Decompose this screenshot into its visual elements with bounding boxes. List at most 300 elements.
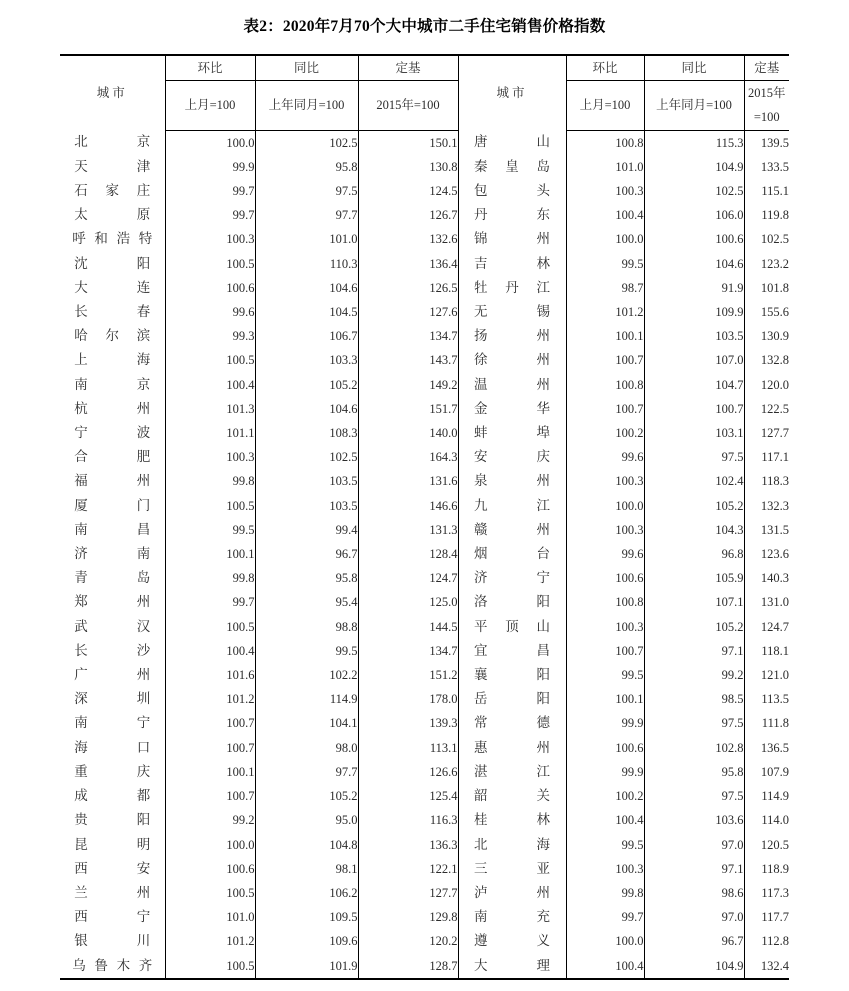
value-yoy-right: 98.5 — [644, 687, 744, 711]
value-yoy-right: 96.7 — [644, 929, 744, 953]
city-label: 长沙 — [74, 642, 151, 658]
value-fixed-right: 114.9 — [744, 784, 789, 808]
value-fixed-left: 113.1 — [358, 736, 458, 760]
table-row — [60, 808, 789, 832]
value-fixed-right: 107.9 — [744, 760, 789, 784]
city-label: 呼和浩特 — [72, 231, 153, 247]
city-name-left — [60, 663, 165, 687]
value-yoy-left: 102.2 — [255, 663, 358, 687]
value-mom-left: 99.7 — [165, 203, 255, 227]
city-label: 广州 — [74, 667, 151, 683]
city-label: 长春 — [74, 304, 151, 320]
value-fixed-left: 130.8 — [358, 155, 458, 179]
value-fixed-left: 131.6 — [358, 469, 458, 493]
value-mom-left: 100.3 — [165, 227, 255, 251]
table-row — [60, 155, 789, 179]
value-yoy-left: 99.5 — [255, 639, 358, 663]
city-label: 金华 — [474, 400, 550, 416]
city-label: 锦州 — [474, 231, 550, 247]
value-fixed-left: 139.3 — [358, 711, 458, 735]
value-fixed-right: 118.9 — [744, 857, 789, 881]
value-mom-left: 100.5 — [165, 494, 255, 518]
value-fixed-right: 111.8 — [744, 711, 789, 735]
city-name-left — [60, 155, 165, 179]
city-name-left — [60, 566, 165, 590]
city-name-right — [458, 954, 566, 979]
city-label: 南宁 — [74, 715, 151, 731]
value-fixed-left: 136.4 — [358, 252, 458, 276]
city-name-left — [60, 590, 165, 614]
table-row — [60, 881, 789, 905]
header-yoy-right: 同比 — [644, 55, 744, 81]
value-yoy-right: 100.7 — [644, 397, 744, 421]
value-fixed-left: 134.7 — [358, 639, 458, 663]
table-row — [60, 203, 789, 227]
city-label: 惠州 — [474, 739, 550, 755]
value-fixed-right: 133.5 — [744, 155, 789, 179]
table-row — [60, 324, 789, 348]
value-mom-left: 100.6 — [165, 276, 255, 300]
table-row — [60, 542, 789, 566]
city-name-right — [458, 542, 566, 566]
value-fixed-right: 131.0 — [744, 590, 789, 614]
value-mom-right: 100.6 — [566, 736, 644, 760]
value-mom-left: 100.5 — [165, 954, 255, 979]
value-mom-left: 101.0 — [165, 905, 255, 929]
table-row — [60, 929, 789, 953]
city-label: 济宁 — [474, 570, 550, 586]
value-yoy-right: 95.8 — [644, 760, 744, 784]
value-yoy-right: 107.0 — [644, 348, 744, 372]
value-mom-right: 101.0 — [566, 155, 644, 179]
value-yoy-right: 97.5 — [644, 784, 744, 808]
value-mom-right: 100.4 — [566, 203, 644, 227]
city-name-left — [60, 518, 165, 542]
table-row — [60, 373, 789, 397]
city-label: 北海 — [474, 836, 550, 852]
value-mom-right: 99.5 — [566, 252, 644, 276]
value-yoy-left: 104.8 — [255, 833, 358, 857]
city-name-left — [60, 445, 165, 469]
value-fixed-right: 130.9 — [744, 324, 789, 348]
value-mom-right: 100.3 — [566, 469, 644, 493]
value-yoy-right: 107.1 — [644, 590, 744, 614]
city-name-left — [60, 542, 165, 566]
table-row — [60, 445, 789, 469]
value-yoy-right: 115.3 — [644, 130, 744, 155]
value-fixed-right: 122.5 — [744, 397, 789, 421]
city-label: 武汉 — [74, 618, 151, 634]
table-row — [60, 954, 789, 979]
value-yoy-right: 105.2 — [644, 615, 744, 639]
value-fixed-left: 151.2 — [358, 663, 458, 687]
city-name-right — [458, 905, 566, 929]
city-name-right — [458, 736, 566, 760]
city-label: 遵义 — [474, 933, 550, 949]
city-name-left — [60, 905, 165, 929]
table-row — [60, 300, 789, 324]
page-title: 表2：2020年7月70个大中城市二手住宅销售价格指数 — [243, 18, 606, 35]
value-yoy-right: 104.9 — [644, 954, 744, 979]
city-label: 泉州 — [474, 473, 550, 489]
value-fixed-left: 120.2 — [358, 929, 458, 953]
city-label: 北京 — [74, 134, 151, 150]
value-fixed-right: 140.3 — [744, 566, 789, 590]
city-name-right — [458, 639, 566, 663]
value-fixed-left: 128.7 — [358, 954, 458, 979]
value-yoy-right: 104.9 — [644, 155, 744, 179]
value-mom-left: 100.7 — [165, 711, 255, 735]
subheader-yoy-left: 上年同月=100 — [255, 81, 358, 130]
value-mom-right: 100.2 — [566, 421, 644, 445]
city-name-left — [60, 808, 165, 832]
value-mom-left: 100.1 — [165, 760, 255, 784]
table-row — [60, 857, 789, 881]
value-fixed-right: 136.5 — [744, 736, 789, 760]
city-label: 南京 — [74, 376, 151, 392]
value-mom-right: 100.1 — [566, 687, 644, 711]
table-row — [60, 130, 789, 155]
value-mom-right: 100.3 — [566, 179, 644, 203]
value-mom-left: 100.5 — [165, 881, 255, 905]
city-label: 三亚 — [474, 860, 550, 876]
city-name-right — [458, 566, 566, 590]
subheader-mom-left: 上月=100 — [165, 81, 255, 130]
city-label: 温州 — [474, 376, 550, 392]
table-row — [60, 760, 789, 784]
city-name-right — [458, 784, 566, 808]
value-mom-left: 101.1 — [165, 421, 255, 445]
value-mom-left: 100.0 — [165, 130, 255, 155]
table-body — [60, 130, 789, 979]
city-label: 南充 — [474, 909, 550, 925]
value-fixed-left: 124.5 — [358, 179, 458, 203]
city-name-right — [458, 663, 566, 687]
value-yoy-right: 109.9 — [644, 300, 744, 324]
value-yoy-left: 109.5 — [255, 905, 358, 929]
value-mom-left: 99.7 — [165, 590, 255, 614]
value-fixed-right: 117.1 — [744, 445, 789, 469]
value-fixed-right: 139.5 — [744, 130, 789, 155]
table-row — [60, 566, 789, 590]
city-label: 昆明 — [74, 836, 151, 852]
header-city-right: 城市 — [458, 55, 566, 130]
subheader-mom-right: 上月=100 — [566, 81, 644, 130]
value-fixed-right: 117.7 — [744, 905, 789, 929]
value-mom-left: 100.7 — [165, 736, 255, 760]
value-fixed-right: 132.3 — [744, 494, 789, 518]
city-label: 洛阳 — [474, 594, 550, 610]
value-yoy-right: 97.5 — [644, 711, 744, 735]
city-name-right — [458, 300, 566, 324]
value-yoy-right: 104.7 — [644, 373, 744, 397]
city-label: 上海 — [74, 352, 151, 368]
value-mom-right: 100.3 — [566, 615, 644, 639]
city-label: 青岛 — [74, 570, 151, 586]
value-fixed-left: 134.7 — [358, 324, 458, 348]
value-yoy-left: 95.4 — [255, 590, 358, 614]
table-row — [60, 687, 789, 711]
city-name-right — [458, 179, 566, 203]
value-fixed-left: 132.6 — [358, 227, 458, 251]
table-row — [60, 784, 789, 808]
city-label: 平顶山 — [474, 618, 550, 634]
city-label: 大连 — [74, 279, 151, 295]
value-yoy-right: 102.4 — [644, 469, 744, 493]
city-name-left — [60, 954, 165, 979]
city-name-left — [60, 373, 165, 397]
value-fixed-right: 131.5 — [744, 518, 789, 542]
value-mom-right: 99.9 — [566, 760, 644, 784]
city-label: 扬州 — [474, 328, 550, 344]
city-label: 深圳 — [74, 691, 151, 707]
value-yoy-right: 106.0 — [644, 203, 744, 227]
value-mom-left: 101.2 — [165, 929, 255, 953]
value-yoy-left: 102.5 — [255, 130, 358, 155]
city-label: 桂林 — [474, 812, 550, 828]
city-label: 赣州 — [474, 521, 550, 537]
value-mom-left: 100.5 — [165, 348, 255, 372]
header-mom-right: 环比 — [566, 55, 644, 81]
value-fixed-left: 143.7 — [358, 348, 458, 372]
value-fixed-right: 132.4 — [744, 954, 789, 979]
value-mom-right: 100.0 — [566, 494, 644, 518]
table-row — [60, 397, 789, 421]
city-name-left — [60, 711, 165, 735]
city-name-left — [60, 881, 165, 905]
value-mom-right: 99.6 — [566, 445, 644, 469]
value-mom-left: 99.2 — [165, 808, 255, 832]
city-label: 蚌埠 — [474, 425, 550, 441]
value-fixed-left: 136.3 — [358, 833, 458, 857]
value-fixed-right: 115.1 — [744, 179, 789, 203]
value-yoy-right: 97.0 — [644, 833, 744, 857]
city-name-right — [458, 252, 566, 276]
value-yoy-right: 103.6 — [644, 808, 744, 832]
value-mom-left: 100.4 — [165, 373, 255, 397]
value-mom-right: 99.6 — [566, 542, 644, 566]
city-name-left — [60, 469, 165, 493]
value-yoy-left: 104.6 — [255, 276, 358, 300]
value-yoy-left: 104.1 — [255, 711, 358, 735]
value-yoy-left: 105.2 — [255, 784, 358, 808]
value-mom-left: 99.3 — [165, 324, 255, 348]
city-label: 吉林 — [474, 255, 550, 271]
value-yoy-left: 96.7 — [255, 542, 358, 566]
table-row — [60, 252, 789, 276]
value-yoy-left: 103.3 — [255, 348, 358, 372]
value-mom-right: 100.8 — [566, 590, 644, 614]
city-name-right — [458, 130, 566, 155]
value-fixed-right: 121.0 — [744, 663, 789, 687]
value-mom-right: 98.7 — [566, 276, 644, 300]
value-mom-right: 99.5 — [566, 663, 644, 687]
city-label: 合肥 — [74, 449, 151, 465]
value-mom-left: 99.8 — [165, 566, 255, 590]
value-fixed-left: 126.5 — [358, 276, 458, 300]
value-fixed-left: 127.6 — [358, 300, 458, 324]
value-mom-left: 100.4 — [165, 639, 255, 663]
value-fixed-left: 125.0 — [358, 590, 458, 614]
value-yoy-left: 99.4 — [255, 518, 358, 542]
value-mom-right: 100.3 — [566, 518, 644, 542]
value-fixed-left: 150.1 — [358, 130, 458, 155]
city-name-right — [458, 615, 566, 639]
value-yoy-left: 101.0 — [255, 227, 358, 251]
value-fixed-right: 119.8 — [744, 203, 789, 227]
value-fixed-left: 124.7 — [358, 566, 458, 590]
header-row-sub — [60, 81, 789, 130]
value-yoy-left: 97.7 — [255, 203, 358, 227]
value-mom-right: 100.8 — [566, 373, 644, 397]
value-fixed-left: 129.8 — [358, 905, 458, 929]
value-yoy-right: 98.6 — [644, 881, 744, 905]
city-label: 西安 — [74, 860, 151, 876]
table-row — [60, 348, 789, 372]
value-yoy-left: 110.3 — [255, 252, 358, 276]
value-yoy-left: 95.8 — [255, 566, 358, 590]
city-label: 湛江 — [474, 763, 550, 779]
value-mom-left: 101.6 — [165, 663, 255, 687]
value-yoy-left: 108.3 — [255, 421, 358, 445]
value-mom-left: 100.7 — [165, 784, 255, 808]
value-mom-right: 100.1 — [566, 324, 644, 348]
city-name-right — [458, 227, 566, 251]
value-mom-left: 99.7 — [165, 179, 255, 203]
value-yoy-right: 97.1 — [644, 639, 744, 663]
city-name-left — [60, 687, 165, 711]
city-label: 岳阳 — [474, 691, 550, 707]
city-label: 唐山 — [474, 134, 550, 150]
value-fixed-right: 120.0 — [744, 373, 789, 397]
city-label: 天津 — [74, 158, 151, 174]
city-name-left — [60, 615, 165, 639]
city-name-right — [458, 373, 566, 397]
city-name-left — [60, 276, 165, 300]
value-fixed-left: 125.4 — [358, 784, 458, 808]
city-name-left — [60, 227, 165, 251]
city-name-right — [458, 760, 566, 784]
value-fixed-left: 131.3 — [358, 518, 458, 542]
header-fixed-left: 定基 — [358, 55, 458, 81]
value-mom-left: 100.0 — [165, 833, 255, 857]
value-fixed-left: 151.7 — [358, 397, 458, 421]
city-name-right — [458, 590, 566, 614]
city-label: 重庆 — [74, 763, 151, 779]
table-row — [60, 494, 789, 518]
value-yoy-right: 105.9 — [644, 566, 744, 590]
value-fixed-left: 128.4 — [358, 542, 458, 566]
city-label: 秦皇岛 — [474, 158, 550, 174]
value-fixed-right: 124.7 — [744, 615, 789, 639]
city-name-right — [458, 469, 566, 493]
city-label: 襄阳 — [474, 667, 550, 683]
value-fixed-right: 102.5 — [744, 227, 789, 251]
city-name-right — [458, 518, 566, 542]
city-name-left — [60, 639, 165, 663]
value-yoy-left: 104.6 — [255, 397, 358, 421]
city-label: 石家庄 — [74, 183, 151, 199]
city-name-right — [458, 881, 566, 905]
value-mom-right: 100.4 — [566, 954, 644, 979]
value-yoy-left: 98.0 — [255, 736, 358, 760]
city-label: 安庆 — [474, 449, 550, 465]
table-row — [60, 276, 789, 300]
subheader-fixed-left: 2015年=100 — [358, 81, 458, 130]
city-label: 银川 — [74, 933, 151, 949]
value-mom-left: 100.5 — [165, 615, 255, 639]
value-yoy-right: 97.1 — [644, 857, 744, 881]
value-yoy-right: 100.6 — [644, 227, 744, 251]
value-mom-right: 101.2 — [566, 300, 644, 324]
city-label: 成都 — [74, 788, 151, 804]
subheader-fixed-right: 2015年=100 — [744, 81, 789, 130]
value-fixed-right: 112.8 — [744, 929, 789, 953]
value-yoy-right: 96.8 — [644, 542, 744, 566]
value-yoy-right: 91.9 — [644, 276, 744, 300]
city-name-left — [60, 203, 165, 227]
value-yoy-left: 95.8 — [255, 155, 358, 179]
value-mom-right: 100.3 — [566, 857, 644, 881]
value-fixed-left: 144.5 — [358, 615, 458, 639]
value-mom-left: 101.2 — [165, 687, 255, 711]
value-yoy-left: 104.5 — [255, 300, 358, 324]
city-name-right — [458, 857, 566, 881]
city-label: 无锡 — [474, 304, 550, 320]
city-name-right — [458, 494, 566, 518]
city-label: 常德 — [474, 715, 550, 731]
city-name-left — [60, 397, 165, 421]
city-name-right — [458, 203, 566, 227]
city-name-right — [458, 808, 566, 832]
city-label: 包头 — [474, 183, 550, 199]
value-fixed-left: 178.0 — [358, 687, 458, 711]
value-fixed-left: 140.0 — [358, 421, 458, 445]
city-label: 海口 — [74, 739, 151, 755]
city-label: 西宁 — [74, 909, 151, 925]
city-label: 贵阳 — [74, 812, 151, 828]
subheader-yoy-right: 上年同月=100 — [644, 81, 744, 130]
value-yoy-right: 103.5 — [644, 324, 744, 348]
city-name-left — [60, 421, 165, 445]
value-fixed-left: 164.3 — [358, 445, 458, 469]
city-name-left — [60, 494, 165, 518]
value-yoy-left: 109.6 — [255, 929, 358, 953]
city-label: 韶关 — [474, 788, 550, 804]
city-name-left — [60, 300, 165, 324]
city-name-left — [60, 760, 165, 784]
city-name-right — [458, 711, 566, 735]
value-yoy-right: 103.1 — [644, 421, 744, 445]
table-row — [60, 469, 789, 493]
value-yoy-left: 98.8 — [255, 615, 358, 639]
value-mom-right: 99.8 — [566, 881, 644, 905]
value-mom-right: 100.0 — [566, 227, 644, 251]
city-name-left — [60, 929, 165, 953]
header-city-left: 城市 — [60, 55, 165, 130]
table-row — [60, 421, 789, 445]
city-label: 九江 — [474, 497, 550, 513]
value-fixed-right: 114.0 — [744, 808, 789, 832]
value-fixed-right: 101.8 — [744, 276, 789, 300]
value-yoy-left: 114.9 — [255, 687, 358, 711]
header-row-main — [60, 55, 789, 81]
value-fixed-right: 123.2 — [744, 252, 789, 276]
table-container — [60, 54, 789, 980]
city-label: 哈尔滨 — [74, 328, 151, 344]
value-yoy-right: 104.6 — [644, 252, 744, 276]
value-fixed-right: 117.3 — [744, 881, 789, 905]
